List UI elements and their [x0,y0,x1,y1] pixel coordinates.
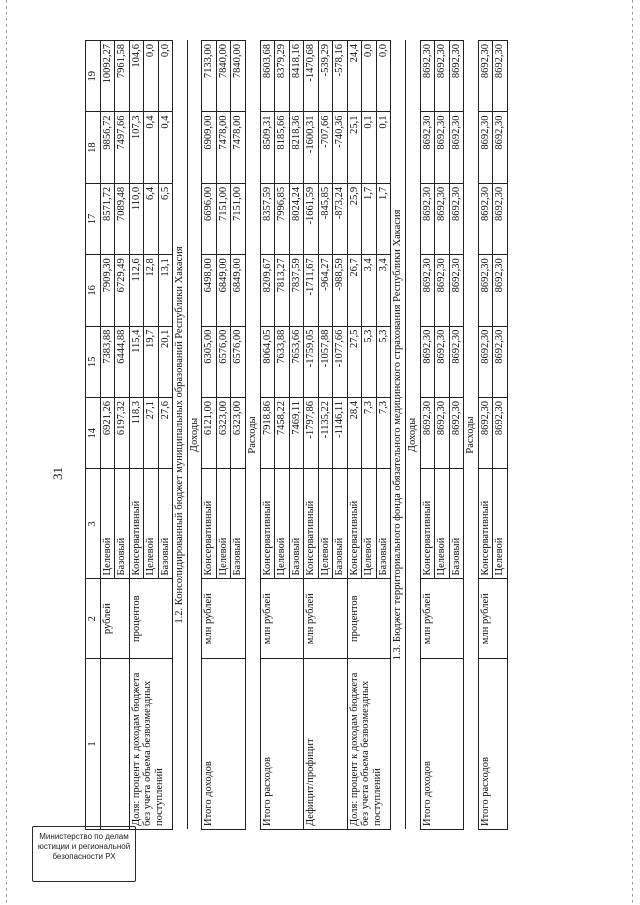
value-cell: 7653,66 [289,326,304,397]
page-number: 31 [50,467,65,480]
scenario-cell: Консервативный [304,469,319,579]
stamp-line: юстиции и региональной [37,842,131,851]
value-cell: 8692,30 [449,183,464,254]
header-col-16: 16 [86,255,101,326]
value-cell: 6909,00 [202,112,217,183]
value-cell: 104,6 [129,41,144,112]
value-cell: 3,4 [376,255,391,326]
value-cell: 7813,27 [275,255,290,326]
value-cell: 19,7 [144,326,159,397]
value-cell: 8603,68 [260,41,275,112]
scenario-cell: Консервативный [347,469,362,579]
value-cell: 7,3 [362,398,377,469]
table-row [347,41,362,830]
value-cell: 20,1 [158,326,173,397]
scenario-cell: Целевой [216,469,231,579]
header-col-19: 19 [86,41,101,112]
scenario-cell: Консервативный [129,469,144,579]
value-cell: -578,16 [333,41,348,112]
value-cell: 8692,30 [435,112,450,183]
table-row [304,41,319,830]
value-cell: 0,0 [158,41,173,112]
header-col-1: 1 [86,658,101,829]
value-cell: 7,3 [376,398,391,469]
header-col-2: 2 [86,579,101,658]
scenario-cell: Целевой [435,469,450,579]
unit-cell: процентов [347,579,391,658]
scenario-cell: Базовый [231,469,246,579]
value-cell: 8379,29 [275,41,290,112]
value-cell: 8064,05 [260,326,275,397]
value-cell: 0,1 [376,112,391,183]
value-cell: 8692,30 [420,41,435,112]
value-cell: 7151,00 [231,183,246,254]
value-cell: 107,3 [129,112,144,183]
value-cell: 25,1 [347,112,362,183]
value-cell: 0,4 [158,112,173,183]
value-cell: 8692,30 [478,255,493,326]
value-cell: 8692,30 [493,255,508,326]
budget-forecast-table [85,40,508,830]
value-cell: 7837,59 [289,255,304,326]
value-cell: 12,8 [144,255,159,326]
scenario-cell: Базовый [158,469,173,579]
table-row [478,41,493,830]
value-cell: 112,6 [129,255,144,326]
value-cell: 8692,30 [435,326,450,397]
value-cell: 8692,30 [478,398,493,469]
value-cell: 8692,30 [493,112,508,183]
value-cell: 8692,30 [478,112,493,183]
value-cell: 7497,66 [115,112,130,183]
value-cell: 6849,00 [216,255,231,326]
value-cell: 6121,00 [202,398,217,469]
scenario-cell: Базовый [376,469,391,579]
value-cell: 6323,00 [231,398,246,469]
value-cell: -1711,67 [304,255,319,326]
value-cell: 8218,36 [289,112,304,183]
value-cell: 8209,67 [260,255,275,326]
value-cell: 6729,49 [115,255,130,326]
value-cell: 110,0 [129,183,144,254]
table-row [129,41,144,830]
value-cell: 115,4 [129,326,144,397]
value-cell: 8692,30 [449,326,464,397]
unit-cell: млн рублей [420,579,464,658]
value-cell: 7840,00 [216,41,231,112]
value-cell: 0,0 [144,41,159,112]
table-header-row [86,41,101,830]
registration-stamp [32,826,136,882]
value-cell: -539,29 [318,41,333,112]
subsection-row [187,41,202,830]
scenario-cell: Целевой [100,469,115,579]
subsection-label: Расходы [246,41,261,830]
header-col-3: 3 [86,469,101,579]
value-cell: 0,4 [144,112,159,183]
header-col-14: 14 [86,398,101,469]
subsection-row [406,41,421,830]
header-col-17: 17 [86,183,101,254]
value-cell: 5,3 [376,326,391,397]
value-cell: 5,3 [362,326,377,397]
value-cell: 25,9 [347,183,362,254]
row-label: Итого расходов [260,658,304,829]
value-cell: 7458,22 [275,398,290,469]
value-cell: 8692,30 [493,326,508,397]
scenario-cell: Базовый [115,469,130,579]
scenario-cell: Целевой [275,469,290,579]
value-cell: 0,0 [362,41,377,112]
scenario-cell: Консервативный [260,469,275,579]
value-cell: 7996,85 [275,183,290,254]
table-row [100,41,115,830]
value-cell: -1797,86 [304,398,319,469]
unit-cell: млн рублей [202,579,246,658]
unit-cell: млн рублей [304,579,348,658]
value-cell: 7089,48 [115,183,130,254]
scenario-cell: Базовый [333,469,348,579]
value-cell: 8692,30 [420,183,435,254]
value-cell: 8692,30 [420,398,435,469]
value-cell: 10092,27 [100,41,115,112]
value-cell: 8692,30 [478,41,493,112]
value-cell: 6,4 [144,183,159,254]
value-cell: 7961,58 [115,41,130,112]
value-cell: 6323,00 [216,398,231,469]
value-cell: 8692,30 [478,183,493,254]
value-cell: 8692,30 [435,41,450,112]
value-cell: 8692,30 [420,326,435,397]
value-cell: 8692,30 [420,112,435,183]
value-cell: 8692,30 [493,398,508,469]
row-label: Доля: процент к доходам бюджета без учета объема безвозмездных поступлений [129,658,173,829]
value-cell: 7633,88 [275,326,290,397]
value-cell: 7469,11 [289,398,304,469]
value-cell: -1470,68 [304,41,319,112]
value-cell: 7478,00 [216,112,231,183]
subsection-label: Доходы [406,41,421,830]
value-cell: 8509,31 [260,112,275,183]
value-cell: -1077,66 [333,326,348,397]
value-cell: 8185,66 [275,112,290,183]
value-cell: 8692,30 [449,255,464,326]
value-cell: 6305,00 [202,326,217,397]
value-cell: 8692,30 [420,255,435,326]
value-cell: -845,85 [318,183,333,254]
value-cell: -1057,88 [318,326,333,397]
scenario-cell: Базовый [289,469,304,579]
row-label: Итого доходов [202,658,246,829]
value-cell: 6576,00 [216,326,231,397]
value-cell: 7918,86 [260,398,275,469]
subsection-row [464,41,479,830]
value-cell: 6444,88 [115,326,130,397]
unit-cell: процентов [129,579,173,658]
value-cell: 7840,00 [231,41,246,112]
value-cell: 8692,30 [435,183,450,254]
value-cell: 8692,30 [449,112,464,183]
value-cell: 28,4 [347,398,362,469]
value-cell: 8692,30 [493,41,508,112]
value-cell: -1135,22 [318,398,333,469]
unit-cell: рублей [100,579,129,658]
scenario-cell: Консервативный [202,469,217,579]
value-cell: 6849,00 [231,255,246,326]
value-cell: 8357,59 [260,183,275,254]
table-row [420,41,435,830]
value-cell: 26,7 [347,255,362,326]
value-cell: -1600,31 [304,112,319,183]
value-cell: -964,27 [318,255,333,326]
value-cell: 9856,72 [100,112,115,183]
table-row [260,41,275,830]
rotated-table-container [85,40,508,830]
value-cell: -1146,11 [333,398,348,469]
row-label: Дефицит/профицит [304,658,348,829]
scenario-cell: Консервативный [478,469,493,579]
value-cell: 8571,72 [100,183,115,254]
value-cell: 8692,30 [435,398,450,469]
value-cell: -1661,59 [304,183,319,254]
stamp-line: безопасности РХ [52,852,116,861]
value-cell: 3,4 [362,255,377,326]
value-cell: -740,36 [333,112,348,183]
value-cell: 8692,30 [478,326,493,397]
row-label: Итого расходов [478,658,507,829]
scenario-cell: Целевой [362,469,377,579]
value-cell: 8692,30 [449,41,464,112]
value-cell: 6921,26 [100,398,115,469]
row-label [100,658,129,829]
subsection-label: Расходы [464,41,479,830]
value-cell: -707,66 [318,112,333,183]
value-cell: 1,7 [362,183,377,254]
value-cell: -988,59 [333,255,348,326]
header-col-15: 15 [86,326,101,397]
value-cell: 6696,00 [202,183,217,254]
row-label: Доля: процент к доходам бюджета без учета объема безвозмездных поступлений [347,658,391,829]
value-cell: 7151,00 [216,183,231,254]
value-cell: 27,5 [347,326,362,397]
value-cell: 24,4 [347,41,362,112]
right-margin-dots [632,0,633,905]
section-title: 1.2. Консолидированный бюджет муниципальных образований Республики Хакасия [173,41,188,830]
scenario-cell: Базовый [449,469,464,579]
value-cell: 8418,16 [289,41,304,112]
value-cell: 7133,00 [202,41,217,112]
section-title-row [391,41,406,830]
value-cell: 6197,32 [115,398,130,469]
value-cell: 8692,30 [449,398,464,469]
value-cell: 7478,00 [231,112,246,183]
unit-cell: млн рублей [478,579,507,658]
value-cell: 0,1 [362,112,377,183]
value-cell: 27,6 [158,398,173,469]
left-margin-dots [6,0,7,905]
value-cell: 7909,30 [100,255,115,326]
subsection-row [246,41,261,830]
value-cell: 118,3 [129,398,144,469]
value-cell: -873,24 [333,183,348,254]
value-cell: 6,5 [158,183,173,254]
section-title: 1.3. Бюджет территориального фонда обязательного медицинского страхования Республики Хакасия [391,41,406,830]
scenario-cell: Целевой [493,469,508,579]
unit-cell: млн рублей [260,579,304,658]
value-cell: 6498,00 [202,255,217,326]
row-label: Итого доходов [420,658,464,829]
value-cell: -1759,05 [304,326,319,397]
header-col-18: 18 [86,112,101,183]
stamp-line: Министерство по делам [39,832,129,841]
value-cell: 7383,88 [100,326,115,397]
value-cell: 8692,30 [493,183,508,254]
scenario-cell: Целевой [318,469,333,579]
value-cell: 6576,00 [231,326,246,397]
subsection-label: Доходы [187,41,202,830]
value-cell: 1,7 [376,183,391,254]
value-cell: 8024,24 [289,183,304,254]
value-cell: 0,0 [376,41,391,112]
value-cell: 13,1 [158,255,173,326]
value-cell: 27,1 [144,398,159,469]
scenario-cell: Консервативный [420,469,435,579]
table-row [202,41,217,830]
scenario-cell: Целевой [144,469,159,579]
value-cell: 8692,30 [435,255,450,326]
section-title-row [173,41,188,830]
